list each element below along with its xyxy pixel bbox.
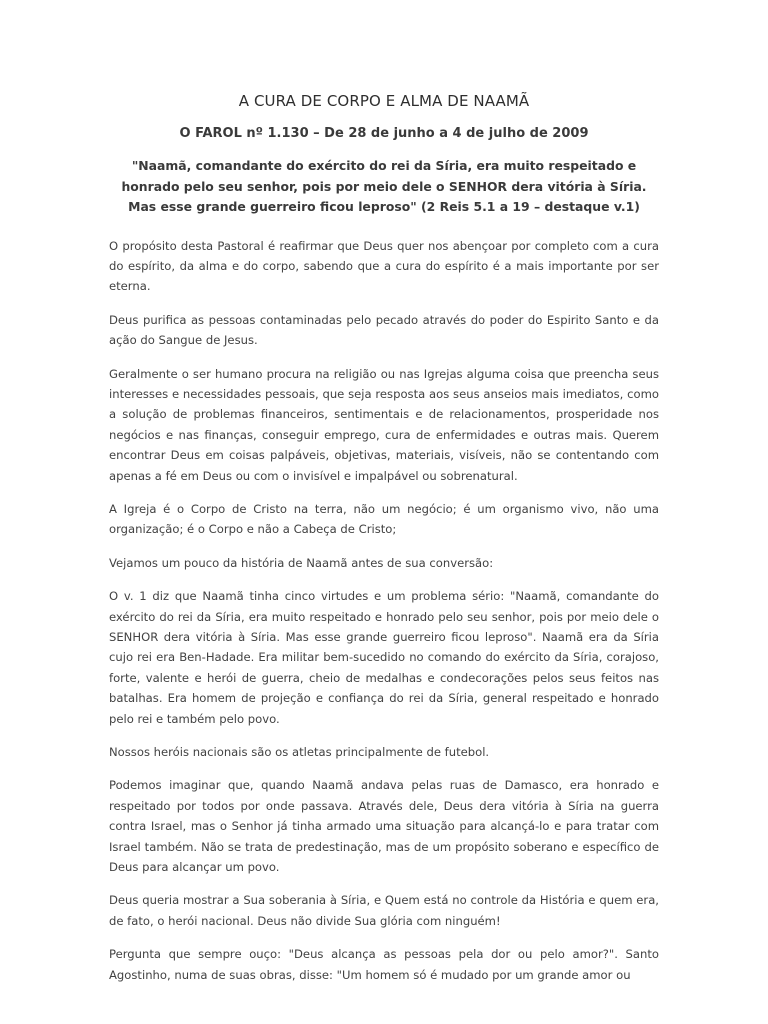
paragraph: Podemos imaginar que, quando Naamã andava pelas ruas de Damasco, era honrado e respeitado por todos por onde passava. Através dele, Deus dera vitória à Síria na guerra contra Israel, mas o Senhor já tinha armado uma situação para alcançá-lo e para tratar com Israel também. Não se trata de predestinação, mas de um propósito soberano e específico de Deus para alcançar um povo. — [109, 778, 659, 875]
paragraph: Pergunta que sempre ouço: "Deus alcança as pessoas pela dor ou pelo amor?". Santo Agostinho, numa de suas obras, disse: "Um homem só é mudado por um grande amor ou — [109, 947, 659, 982]
paragraph: Vejamos um pouco da história de Naamã antes de sua conversão: — [109, 555, 494, 570]
document-subtitle: O FAROL nº 1.130 – De 28 de junho a 4 de julho de 2009 — [179, 126, 589, 141]
paragraph: O propósito desta Pastoral é reafirmar que Deus quer nos abençoar por completo com a cura do espírito, da alma e do corpo, sabendo que a cura do espírito é a mais importante por ser eterna. — [109, 238, 659, 294]
paragraph: O v. 1 diz que Naamã tinha cinco virtudes e um problema sério: "Naamã, comandante do exército do rei da Síria, era muito respeitado e honrado pelo seu senhor, pois por meio dele o SENHOR dera vitória à Síria. Mas esse grande guerreiro ficou leproso". Naamã era da Síria cujo rei era Ben-Hadade. Era militar bem-sucedido no comando do exército da Síria, corajoso, forte, valente e herói de guerra, cheio de medalhas e condecorações pelos seus feitos nas batalhas. Era homem de projeção e confiança do rei da Síria, general respeitado e honrado pelo rei e também pelo povo. — [109, 589, 659, 726]
paragraph: Geralmente o ser humano procura na religião ou nas Igrejas alguma coisa que preencha seus interesses e necessidades pessoais, que seja resposta aos seus anseios mais imediatos, como a solução de problemas financeiros, sentimentais e de relacionamentos, prosperidade nos negócios e nas finanças, conseguir emprego, cura de enfermidades e outras mais. Querem encontrar Deus em coisas palpáveis, objetivas, materiais, visíveis, não se contentando com apenas a fé em Deus ou com o invisível e impalpável ou sobrenatural. — [109, 366, 659, 483]
paragraph: A Igreja é o Corpo de Cristo na terra, não um negócio; é um organismo vivo, não uma organização; é o Corpo e não a Cabeça de Cristo; — [109, 501, 659, 537]
document-title: A CURA DE CORPO E ALMA DE NAAMÃ — [238, 92, 530, 110]
paragraph: Nossos heróis nacionais são os atletas principalmente de futebol. — [109, 745, 490, 760]
paragraph: Deus purifica as pessoas contaminadas pelo pecado através do poder do Espirito Santo e da ação do Sangue de Jesus. — [109, 312, 659, 348]
paragraph: Deus queria mostrar a Sua soberania à Síria, e Quem está no controle da História e quem era, de fato, o herói nacional. Deus não divide Sua glória com ninguém! — [109, 893, 659, 928]
epigraph-quote: "Naamã, comandante do exército do rei da Síria, era muito respeitado e honrado pelo seu senhor, pois por meio dele o SENHOR dera vitória à Síria. Mas esse grande guerreiro ficou leproso" (2 Reis 5.1 a 19 – destaque v.1) — [121, 158, 647, 214]
